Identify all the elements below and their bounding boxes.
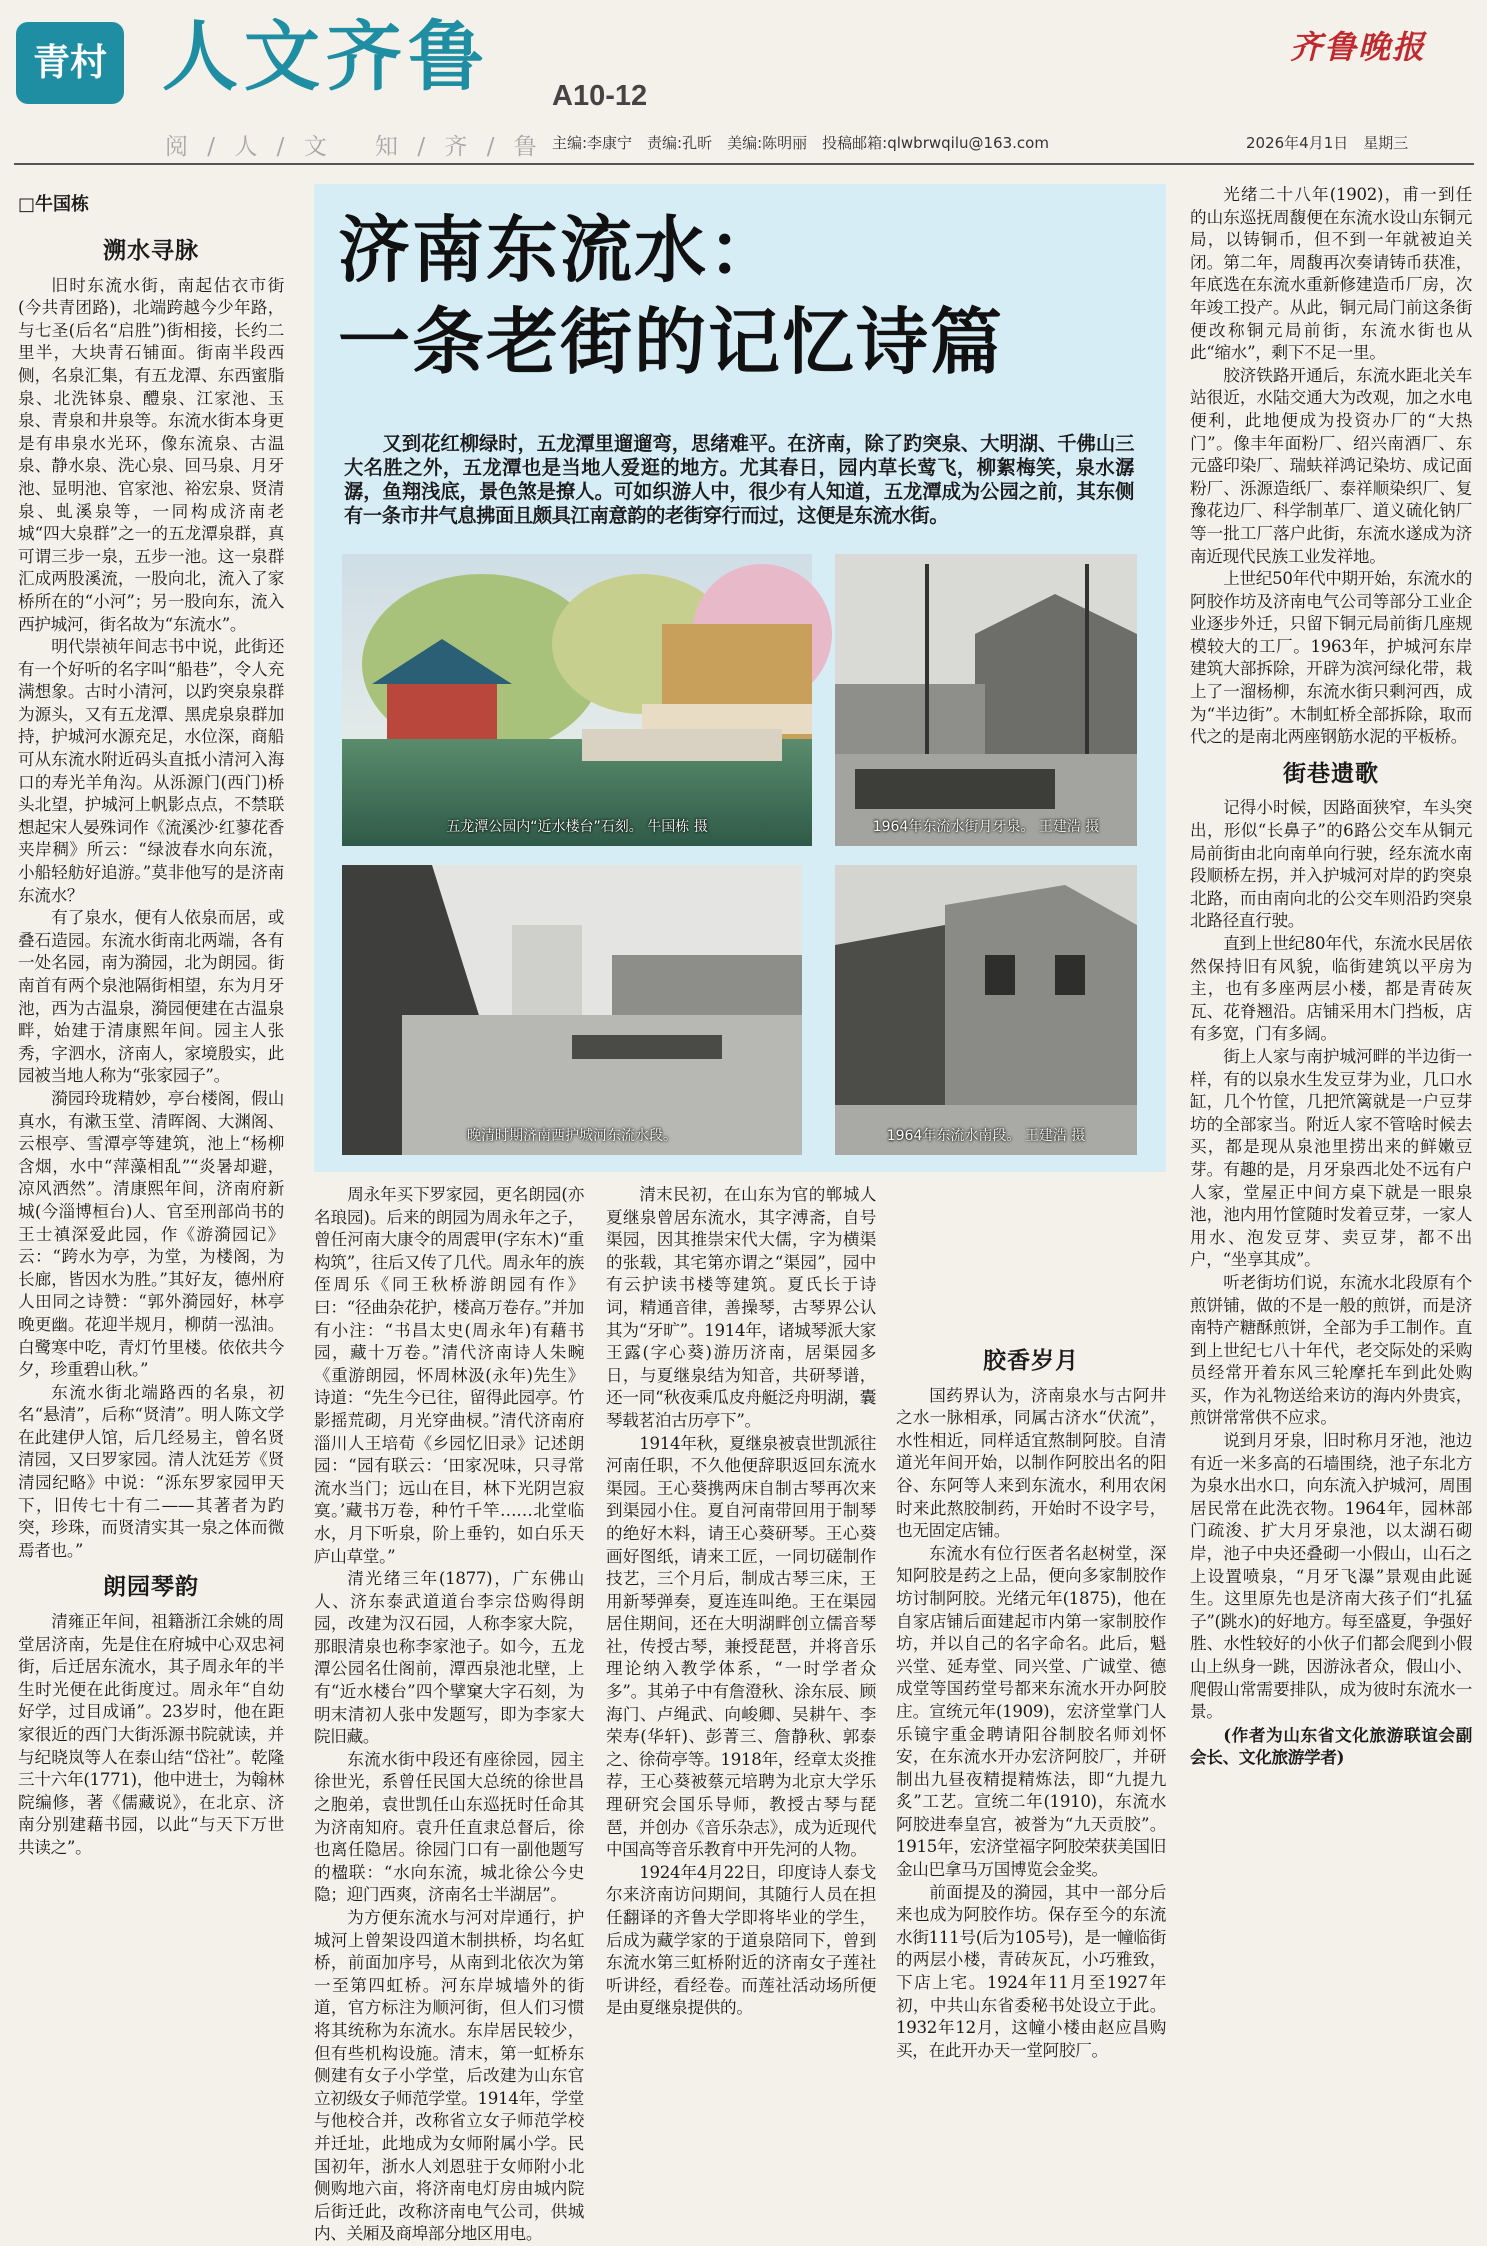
logo-text: 青村 <box>33 40 107 84</box>
paragraph: 周永年买下罗家园，更名朗园(亦名琅园)。后来的朗园为周永年之子，曾任河南大康令的周震甲(字东木)“重构筑”，往后又传了几代。周永年的族侄周乐《同王秋桥游朗园有作》曰：“径曲杂花护，楼高万卷存。”并加有小注：“书昌太史(周永年)有藉书园，藏十万卷。”清代济南诗人朱畹《重游朗园，怀周林汲(永年)先生》诗道：“先生今已往，留得此园亭。竹影摇荒砌，月光穿曲棂。”清代济南府淄川人王培荀《乡园忆旧录》记述朗园：“园有联云：‘田家况味，只寻常流水当门；远山在目，林下光阴岂寂寞。’藏书万卷，种竹千竿……北堂临水，月下听泉，阶上垂钓，如白乐天庐山草堂。” <box>314 1185 584 1566</box>
photo-caption: 晚清时期济南西护城河东流水段。 <box>467 1128 677 1144</box>
paragraph: 有了泉水，便有人依泉而居，或叠石造园。东流水街南北两端，各有一处名园，南为漪园，北为朗园。街南首有两个泉池隔街相望，东为月牙池，西为古温泉，漪园便建在古温泉畔，始建于清康熙年间。园主人张秀，字泗水，济南人，家境殷实，此园被当地人称为“张家园子”。 <box>18 908 284 1086</box>
paragraph: 1924年4月22日，印度诗人泰戈尔来济南访问期间，其随行人员在担任翻译的齐鲁大学即将毕业的学生，后成为藏学家的于道泉陪同下，曾到东流水第三虹桥附近的济南女子莲社听讲经，看经卷。而莲社活动场所便是由夏继泉提供的。 <box>606 1862 876 2018</box>
paragraph: 直到上世纪80年代，东流水民居依然保持旧有风貌，临街建筑以平房为主，也有多座两层小楼，都是青砖灰瓦、花脊翘沿。店铺采用木门挡板，店有多宽，门有多阔。 <box>1190 934 1472 1044</box>
article-title-line1: 济南东流水： <box>338 207 783 292</box>
paragraph: 清光绪三年(1877)，广东佛山人、济东泰武道道台李宗岱购得朗园，改建为汉石园，人称李家大院，那眼清泉也称李家池子。如今，五龙潭公园名仕阁前，潭西泉池北壁，上有“近水楼台”四个擘窠大字石刻，为明末清初人张中发题写，即为李家大院旧藏。 <box>314 1569 584 1747</box>
photo-yueyaquan-1964 <box>835 554 1137 846</box>
paragraph: 旧时东流水街，南起估衣市街(今共青团路)，北端跨越今少年路，与七圣(后名“启胜”)街相接，长约二里半，大块青石铺面。街南半段西侧，名泉汇集，有五龙潭、东西蜜脂泉、北洗钵泉、醴泉、江家池、玉泉、青泉和井泉等。东流水街本身更是有串泉水光环，像东流泉、古温泉、静水泉、洗心泉、回马泉、月牙池、显明池、官家池、裕宏泉、贤清泉、虬溪泉等，一同构成济南老城“四大泉群”之一的五龙潭泉群，真可谓三步一泉，五步一池。这一泉群汇成两股溪流，一股向北，流入了家桥所在的“小河”；另一股向东，流入西护城河，街名故为“东流水”。 <box>18 275 284 634</box>
column-1 <box>18 237 284 2170</box>
section-heading-4: 街巷遗歌 <box>1283 759 1379 787</box>
photo-street-image <box>835 865 1137 1155</box>
section-heading-3: 胶香岁月 <box>983 1347 1079 1374</box>
paragraph: 清末民初，在山东为官的郸城人夏继泉曾居东流水，其字溥斋，自号渠园，因其推崇宋代大儒，字为横渠的张载，其宅第亦谓之“渠园”，园中有云护读书楼等建筑。夏氏长于诗词，精通音律，善操琴，古琴界公认其为“牙旷”。1914年，诸城琴派大家王露(字心葵)游历济南，居渠园多日，与夏继泉结为知音，共研琴谱，还一同“秋夜乘瓜皮舟艇泛舟明湖，囊琴载茗泊古历亭下”。 <box>606 1185 876 1430</box>
paragraph: 1914年秋，夏继泉被袁世凯派往河南任职，不久他便辞职返回东流水渠园。王心葵携两床自制古琴再次来到渠园小住。夏自河南带回用于制琴的绝好木料，请王心葵研琴。王心葵画好图纸，请来工匠，一同切磋制作技艺，三个月后，制成古琴三床，王用新琴弹奏，夏连连叫绝。王在渠园居住期间，还在大明湖畔创立儒音琴社，传授古琴，兼授琵琶，并将音乐理论纳入教学体系，“一时学者众多”。其弟子中有詹澄秋、涂东辰、顾海门、卢绳武、向峻卿、吴耕午、李荣寿(华轩)、彭菁三、詹静秋、郭泰之、徐荷亭等。1918年，经章太炎推荐，王心葵被蔡元培聘为北京大学乐理研究会国乐导师，教授古琴与琵琶，并创办《音乐杂志》，成为近现代中国高等音乐教育中开先河的人物。 <box>606 1433 876 1860</box>
photo-caption: 1964年东流水南段。 王建浩 摄 <box>886 1128 1086 1144</box>
page-number: A10-12 <box>552 80 648 112</box>
paragraph: 说到月牙泉，旧时称月牙池，池边有近一米多高的石墙围绕，池子东北方为泉水出水口，向东流入护城河，周围居民常在此洗衣物。1964年，园林部门疏浚、扩大月牙泉池，以太湖石砌岸，池子中央还叠砌一小假山，山石之上设置喷泉，“月牙飞瀑”景观由此诞生。这里原先也是济南大孩子们“扎猛子”(跳水)的好地方。每至盛夏，争强好胜、水性较好的小伙子们都会爬到小假山上纵身一跳，因游泳者众，假山小、爬假山常需要排队，成为彼时东流水一景。 <box>1190 1431 1472 1722</box>
paragraph: 街上人家与南护城河畔的半边街一样，有的以泉水生发豆芽为业，几口水缸，几个竹筐，几把笊篱就是一户豆芽坊的全部家当。附近人家不管啥时候去买，都是现从泉池里捞出来的鲜嫩豆芽。有趣的是，月牙泉西北处不远有户人家，堂屋正中间方桌下就是一眼泉池，池内用竹筐随时发着豆芽，一家人用水、泡发豆芽、卖豆芽，都不出户，“坐享其成”。 <box>1190 1046 1472 1270</box>
photo-moat-late-qing <box>342 865 802 1155</box>
photo-caption: 五龙潭公园内“近水楼台”石刻。 牛国栋 摄 <box>446 819 708 835</box>
paragraph: 为方便东流水与河对岸通行，护城河上曾架设四道木制拱桥，均名虹桥，前面加序号，从南到北依次为第一至第四虹桥。河东岸城墙外的街道，官方标注为顺河街，但人们习惯将其统称为东流水。东岸居民较少，但有些机构设施。清末，第一虹桥东侧建有女子小学堂，后改建为山东官立初级女子师范学堂。1914年，学堂与他校合并，改称省立女子师范学校并迁址，此地成为女师附属小学。民国初年，浙水人刘恩驻于女师附小北侧购地六亩，将济南电灯房由城内院后街迁此，改称济南电气公司，供城内、关厢及商埠部分地区用电。 <box>314 1908 584 2244</box>
paper-name: 齐鲁晚报 <box>1290 28 1427 66</box>
paragraph: 听老街坊们说，东流水北段原有个煎饼铺，做的不是一般的煎饼，而是济南特产糖酥煎饼，全部为手工制作。直到上世纪七八十年代，老交际处的采购员经常开着东风三轮摩托车到此处购买，作为礼物送给来访的海内外贵宾，煎饼常常供不应求。 <box>1190 1272 1472 1428</box>
paragraph: 国药界认为，济南泉水与古阿井之水一脉相承，同属古济水“伏流”，水性相近，同样适宜熬制阿胶。自清道光年间开始，以制作阿胶出名的阳谷、东阿等人来到东流水，利用农闲时来此熬胶制药，开始时不设字号，也无固定店铺。 <box>896 1385 1166 1541</box>
author-note: (作者为山东省文化旅游联谊会副会长、文化旅游学者) <box>1190 1724 1472 1768</box>
paragraph: 东流水有位行医者名赵树堂，深知阿胶是药之上品，便向多家制胶作坊讨制阿胶。光绪元年(1875)，他在自家店铺后面建起市内第一家制胶作坊，并以自己的名字命名。此后，魁兴堂、延寿堂、同兴堂、广诚堂、德成堂等国药堂号都来东流水开办阿胶庄。宣统元年(1909)，宏济堂掌门人乐镜宇重金聘请阳谷制胶名师刘怀安，在东流水开办宏济阿胶厂，并研制出九昼夜精提精炼法，即“九提九炙”工艺。宣统二年(1910)，东流水阿胶进奉皇宫，被誉为“九天贡胶”。1915年，宏济堂福字阿胶荣获美国旧金山巴拿马万国博览会金奖。 <box>896 1543 1166 1880</box>
photo-dongliushui-south-1964 <box>835 865 1137 1155</box>
issue-date: 2026年4月1日 星期三 <box>1246 134 1409 152</box>
slogan: 阅 / 人 / 文 知 / 齐 / 鲁 <box>165 134 543 160</box>
paragraph: 前面提及的漪园，其中一部分后来也成为阿胶作坊。保存至今的东流水街111号(后为105号)，是一幢临街的两层小楼，青砖灰瓦，小巧雅致，下店上宅。1924年11月至1927年初，中共山东省委秘书处设立于此。1932年12月，这幢小楼由赵应昌购买，在此开办天一堂阿胶厂。 <box>896 1882 1166 2060</box>
column-2 <box>314 1184 584 2244</box>
photo-wulongtan-stone <box>342 554 812 846</box>
paragraph: 漪园玲珑精妙，亭台楼阁，假山真水，有漱玉堂、清晖阁、大渊阁、云根亭、雪潭亭等建筑，池上“杨柳含烟，水中“萍藻相乱”“炎暑却避，凉风洒然”。清康熙年间，济南府新城(今淄博桓台)人、官至刑部尚书的王士禛深爱此园，作《游漪园记》云：“跨水为亭，为堂，为楼阁，为长廊，皆因水为胜。”其好友，德州府人田同之诗赞：“郭外漪园好，林亭晚更幽。花迎半规月，柳荫一泓油。白鹭寒中吃，青灯竹里楼。依依共今夕，珍重碧山秋。” <box>18 1088 284 1380</box>
photo-caption: 1964年东流水街月牙泉。 王建浩 摄 <box>872 819 1100 835</box>
paragraph: 光绪二十八年(1902)，甫一到任的山东巡抚周馥便在东流水设山东铜元局，以铸铜币，但不到一年就被迫关闭。第二年，周馥再次奏请铸币获准，年底选在东流水重新修建造币厂房，次年竣工投产。从此，铜元局门前这条街便改称铜元局前街，东流水街也从此“缩水”，剩下不足一里。 <box>1190 185 1472 363</box>
article-title-line2: 一条老街的记忆诗篇 <box>338 299 1005 384</box>
paragraph: 胶济铁路开通后，东流水距北关车站很近，水陆交通大为改观，加之水电便利，此地便成为投资办厂的“大热门”。像丰年面粉厂、绍兴南酒厂、东元盛印染厂、瑞蚨祥鸿记染坊、成记面粉厂、泺源造纸厂、泰祥顺染织厂、复豫花边厂、科学制革厂、道义硫化钠厂等一批工厂落户此街，东流水遂成为济南近现代民族工业发祥地。 <box>1190 365 1472 566</box>
photo-yueyaquan-image <box>835 554 1137 846</box>
paragraph: 记得小时候，因路面狭窄，车头突出，形似“长鼻子”的6路公交车从铜元局前街由北向南单向行驶，经东流水南段顺桥左拐，并入护城河对岸的趵突泉北路，而由南向北的公交车则沿趵突泉北路径直行驶。 <box>1190 798 1472 931</box>
photo-wulongtan-image <box>342 554 812 846</box>
credits-line: 主编:李康宁 责编:孔昕 美编:陈明丽 投稿邮箱:qlwbrwqilu@163.com <box>552 134 1049 152</box>
section-heading-2: 朗园琴韵 <box>103 1573 199 1601</box>
column-3 <box>606 1184 876 2174</box>
lead-paragraph: 又到花红柳绿时，五龙潭里遛遛弯，思绪难平。在济南，除了趵突泉、大明湖、千佛山三大名胜之外，五龙潭也是当地人爱逛的地方。尤其春日，园内草长莺飞，柳絮梅笑，泉水潺潺，鱼翔浅底，景色煞是撩人。可如织游人中，很少有人知道，五龙潭成为公园之前，其东侧有一条市井气息拂面且颇具江南意韵的老街穿行而过，这便是东流水街。 <box>344 432 1134 527</box>
column-4 <box>896 1184 1166 2174</box>
section-heading-1: 溯水寻脉 <box>103 237 199 264</box>
paragraph: 清雍正年间，祖籍浙江余姚的周堂居济南，先是住在府城中心双忠祠街，后迁居东流水，其子周永年的半生时光便在此街度过。周永年“自幼好学，过目成诵”。23岁时，他在距家很近的西门大街泺源书院就读，并与纪晓岚等人在泰山结“岱社”。乾隆三十六年(1771)，他中进士，为翰林院编修，著《儒藏说》，在北京、济南分别建藉书园，以此“与天下万世共读之”。 <box>18 1612 284 1857</box>
paragraph: 上世纪50年代中期开始，东流水的阿胶作坊及济南电气公司等部分工业企业逐步外迁，只留下铜元局前街几座规模较大的工厂。1963年，护城河东岸建筑大部拆除，开辟为滨河绿化带，栽上了一溜杨柳，东流水街只剩河西，成为“半边街”。木制虹桥全部拆除，取而代之的是南北两座钢筋水泥的平板桥。 <box>1190 569 1472 747</box>
section-title: 人文齐鲁 <box>162 12 490 101</box>
paragraph: 东流水街北端路西的名泉，初名“悬清”，后称“贤清”。明人陈文学在此建伊人馆，后几经易主，曾名贤清园，又曰罗家园。清人沈廷芳《贤清园纪略》中说：“泺东罗家园甲天下，旧传七十有二——其著者为趵突，珍珠，而贤清实其一泉之体而微焉者也。” <box>18 1382 284 1560</box>
photo-moat-image <box>342 865 802 1155</box>
paragraph: 东流水街中段还有座徐园，园主徐世光，系曾任民国大总统的徐世昌之胞弟，袁世凯任山东巡抚时任命其为济南知府。袁升任直隶总督后，徐也离任隐居。徐园门口有一副他题写的楹联：“水向东流，城北徐公今史隐；迎门西爽，济南名士半湖居”。 <box>314 1749 584 1905</box>
masthead-rule <box>14 163 1474 165</box>
column-5 <box>1190 184 1472 2174</box>
paragraph: 明代崇祯年间志书中说，此街还有一个好听的名字叫“船巷”，令人充满想象。古时小清河，以趵突泉泉群为源头，又有五龙潭、黑虎泉泉群加持，护城河水源充足，水位深，商船可从东流水附近码头直抵小清河入海口的寿光羊角沟。从泺源门(西门)桥头北望，护城河上帆影点点，不禁联想起宋人晏殊词作《流溪沙·红蓼花香夹岸稠》所云：“绿波春水向东流，小船轻舫好追游。”莫非他写的是济南东流水？ <box>18 637 284 905</box>
author-byline: □牛国栋 <box>18 194 90 215</box>
